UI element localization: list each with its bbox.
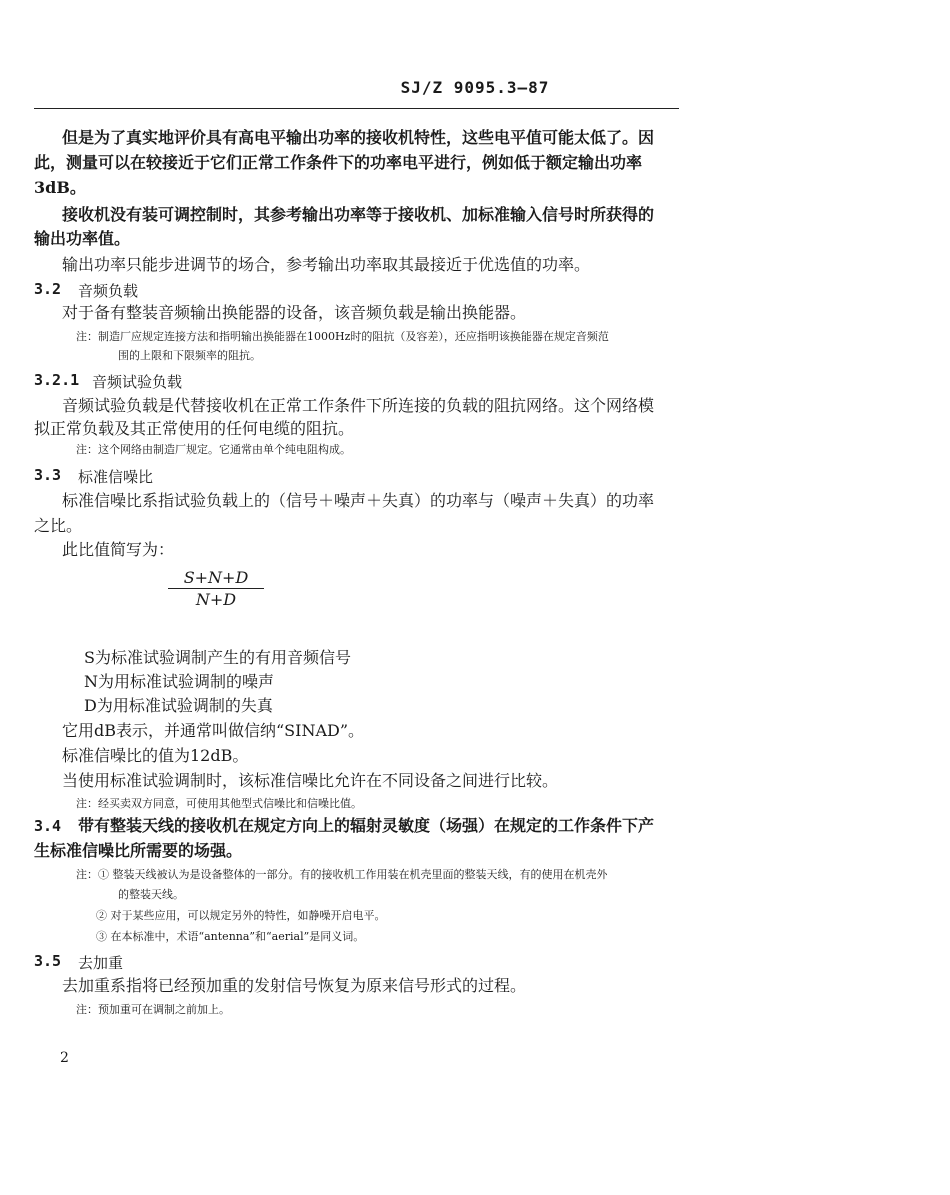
paragraph-line: 生标准信噪比所需要的场强。	[34, 841, 243, 860]
section-number: 3.2.1	[34, 371, 80, 389]
formula-denominator: N+D	[195, 590, 237, 609]
paragraph-line: 标准信噪比的值为12dB。	[62, 746, 249, 765]
document-code-header: SJ/Z 9095.3—87	[400, 78, 550, 97]
section-title: 音频试验负载	[92, 373, 183, 391]
paragraph-line: 带有整装天线的接收机在规定方向上的辐射灵敏度（场强）在规定的工作条件下产	[78, 816, 655, 835]
page-number: 2	[60, 1050, 69, 1066]
section-number: 3.4	[34, 817, 62, 835]
note-line: 注：① 整装天线被认为是设备整体的一部分。有的接收机工作用装在机壳里面的整装天线，有的使用在机壳外	[76, 868, 608, 881]
section-title: 去加重	[78, 954, 124, 972]
paragraph-line: 接收机没有装可调控制时，其参考输出功率等于接收机、加标准输入信号时所获得的	[62, 205, 655, 224]
note-line: 围的上限和下限频率的阻抗。	[118, 349, 261, 362]
note-line: 注：预加重可在调制之前加上。	[76, 1003, 230, 1016]
header-rule	[34, 108, 679, 109]
paragraph-line: 3dB。	[34, 178, 86, 197]
definition-line: N为用标准试验调制的噪声	[84, 672, 275, 691]
note-line: ② 对于某些应用，可以规定另外的特性，如静噪开启电平。	[96, 909, 386, 922]
paragraph-line: 之比。	[34, 516, 83, 535]
paragraph-line: 音频试验负载是代替接收机在正常工作条件下所连接的负载的阻抗网络。这个网络模	[62, 396, 655, 415]
section-number: 3.5	[34, 952, 62, 970]
formula-numerator: S+N+D	[168, 568, 264, 589]
paragraph-line: 拟正常负载及其正常使用的任何电缆的阻抗。	[34, 419, 355, 438]
note-line: ③ 在本标准中，术语“antenna”和“aerial”是同义词。	[96, 930, 365, 943]
paragraph-line: 输出功率只能步进调节的场合，参考输出功率取其最接近于优选值的功率。	[62, 255, 591, 274]
paragraph-line: 输出功率值。	[34, 229, 131, 248]
note-line: 注：经买卖双方同意，可使用其他型式信噪比和信噪比值。	[76, 797, 362, 810]
note-line: 的整装天线。	[118, 888, 184, 901]
section-number: 3.2	[34, 280, 62, 298]
paragraph-line: 此，测量可以在较接近于它们正常工作条件下的功率电平进行，例如低于额定输出功率	[34, 153, 643, 172]
definition-line: S为标准试验调制产生的有用音频信号	[84, 648, 351, 667]
paragraph-line: 对于备有整装音频输出换能器的设备，该音频负载是输出换能器。	[62, 303, 527, 322]
paragraph-line: 去加重系指将已经预加重的发射信号恢复为原来信号形式的过程。	[62, 976, 527, 995]
note-line: 注：这个网络由制造厂规定。它通常由单个纯电阻构成。	[76, 443, 351, 456]
section-title: 音频负载	[78, 282, 139, 300]
paragraph-line: 它用dB表示，并通常叫做信纳“SINAD”。	[62, 721, 365, 740]
section-title: 标准信噪比	[78, 468, 154, 486]
section-number: 3.3	[34, 466, 62, 484]
paragraph-line: 标准信噪比系指试验负载上的（信号＋噪声＋失真）的功率与（噪声＋失真）的功率	[62, 491, 655, 510]
paragraph-line: 此比值简写为：	[62, 540, 175, 559]
paragraph-line: 当使用标准试验调制时，该标准信噪比允许在不同设备之间进行比较。	[62, 771, 559, 790]
snr-formula	[168, 568, 264, 609]
paragraph-line: 但是为了真实地评价具有高电平输出功率的接收机特性，这些电平值可能太低了。因	[62, 128, 655, 147]
definition-line: D为用标准试验调制的失真	[84, 696, 273, 715]
note-line: 注：制造厂应规定连接方法和指明输出换能器在1000Hz时的阻抗（及容差），还应指明该换能器在规定音频范	[76, 330, 609, 343]
